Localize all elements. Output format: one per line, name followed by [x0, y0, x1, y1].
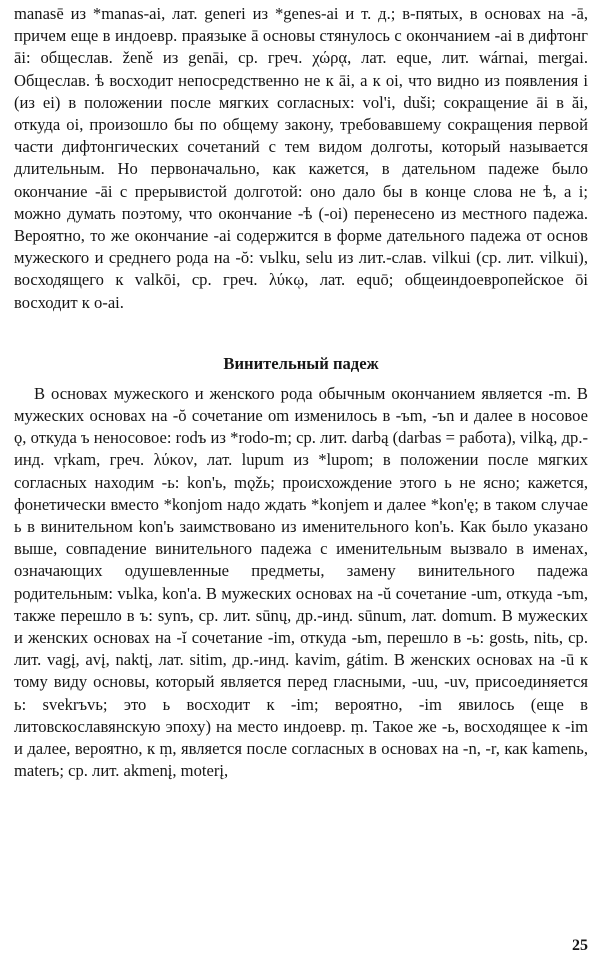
page-number: 25 — [572, 937, 588, 954]
section-heading: Винительный падеж — [223, 353, 379, 373]
paragraph-accusative: В основах мужеского и женского рода обычным окончанием является -m. В мужеских основах на -ŏ сочетание om изменилось в -ъm, -ъn и далее в носовое ǫ, откуда ъ неносовое: rodъ из *rodo-m; ср. лит. darbą (darbas = работа), vilką, др.-инд. vŗkam, греч. λύκον, лат. lupum из *lupom; в положении после мягких согласных находим -ь: kon'ь, mǫžь; происхождение этого ь не ясно; кажется, фонетически вместо *konjom надо ждать *konjem и далее *kon'ę; в таком случае ь в винительном kon'ь заимствовано из именительного kon'ь. Как было указано выше, совпадение винительного падежа с именительным вызвало в именах, означающих одушевленные предметы, замену винительного падежа родительным: vьlka, kon'a. В мужеских основах на -ŭ сочетание -um, откуда -ъm, также перешло в ъ: synъ, ср. лит. sūnų, др.-инд. sūnum, лат. domum. В мужеских и женских основах на -ĭ сочетание -im, откуда -ьm, перешло в -ь: gostь, nitь, ср. лит. vagį, avį, naktį, лат. sitim, др.-инд. kavim, gátim. В женских основах на -ū к тому виду основы, который является перед гласными, -uu, -uv, присоединяется ь: svekrъvь; это ь восходит к -im; вероятно, -im явилось (еще в литовскославянскую эпоху) на место индоевр. ṃ. Такое же -ь, восходящее к -im и далее, вероятно, к ṃ, является после согласных в основах на -n, -r, как kamenь, materь; ср. лит. akmenį, moterį, — [14, 383, 588, 781]
paragraph-dative-ending: manasē из *manas-ai, лат. generi из *genes-ai и т. д.; в-пятых, в основах на -ā, причем еще в индоевр. праязыке ā основы стянулось с окончанием -ai в дифтонг āi: общеслав. ženě из genāi, ср. греч. χώρᾳ, лат. eque, лит. wárnai, mergai. Общеслав. ѣ восходит непосредственно не к āi, а к oi, что видно из появления i (из ei) в положении после мягких согласных: vol'i, duši; сокращение āi в ăi, откуда oi, произошло бы по общему закону, требовавшему сокращения первой части дифтонгических сочетаний с тем видом долготы, который называется длительным. Но первоначально, как кажется, в дательном падеже было окончание -āi с прерывистой долготой: оно дало бы в конце слова не ѣ, а i; можно думать поэтому, что окончание -ѣ (-oi) перенесено из местного падежа. Вероятно, то же окончание -ai содержится в форме дательного падежа от основ мужеского и среднего рода на -ŏ: vьlku, selu из лит.-слав. vilkui (ср. лит. vilkui), восходящего к vаlkōi, ср. греч. λύκῳ, лат. equō; общеиндоевропейское ōi восходит к o-ai. — [14, 4, 588, 312]
text-page — [14, 3, 588, 783]
